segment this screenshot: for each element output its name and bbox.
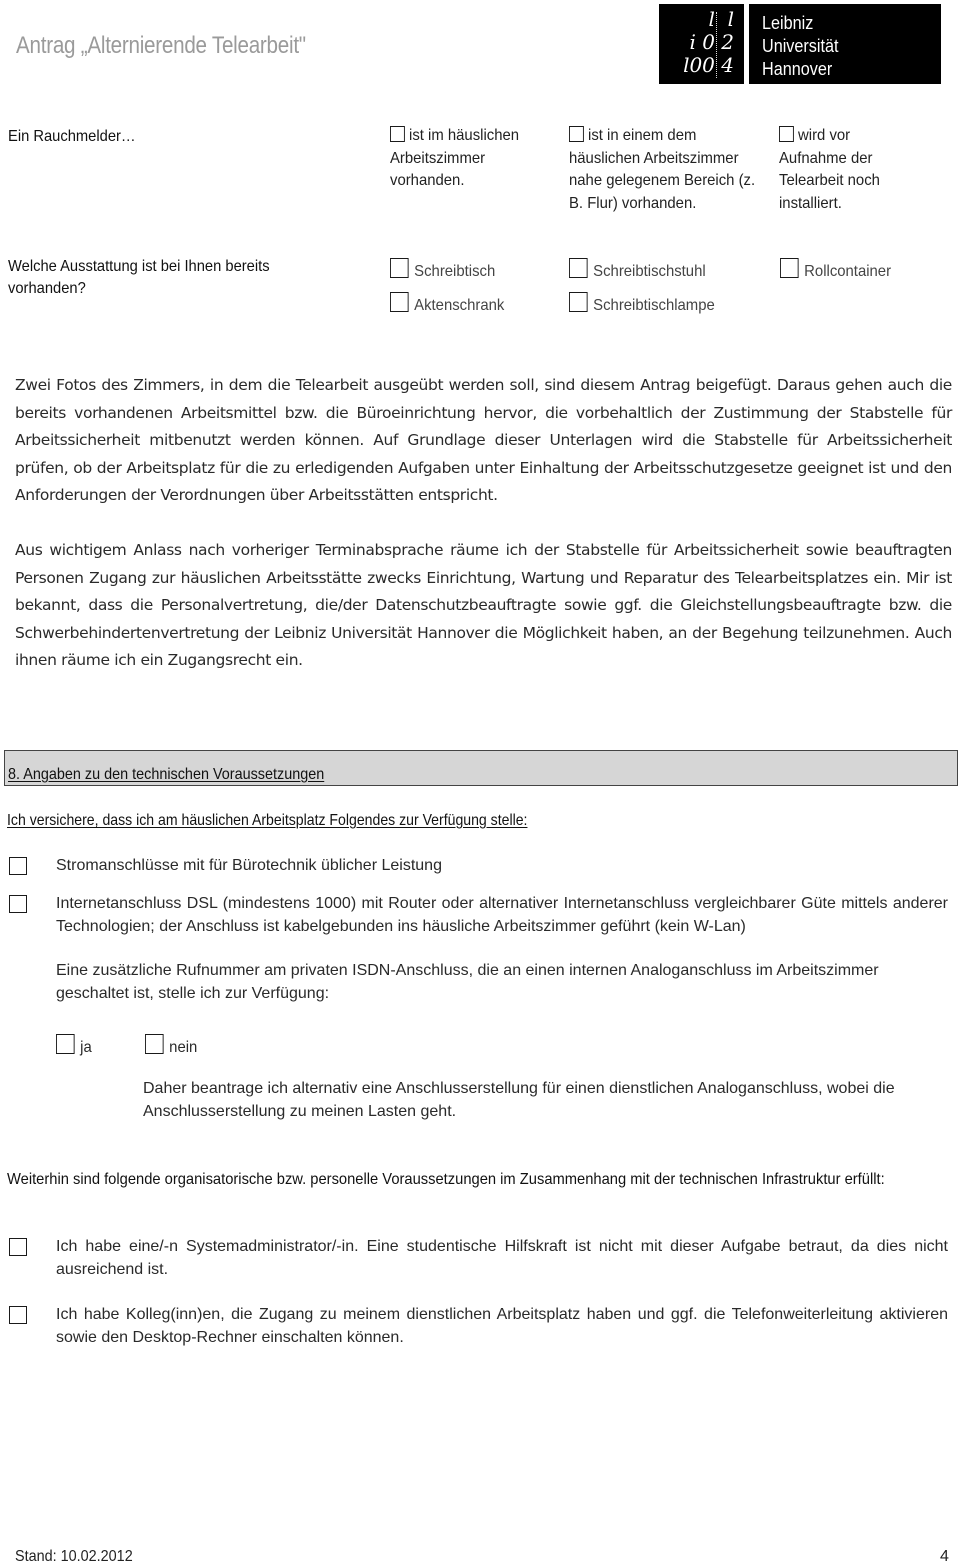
option-label: Aktenschrank (414, 297, 505, 314)
equipment-option-schreibtisch[interactable] (390, 258, 495, 282)
equipment-question: Welche Ausstattung ist bei Ihnen bereits vorhanden? (8, 258, 270, 297)
checkbox-sysadmin[interactable] (9, 1238, 27, 1256)
equipment-option-rollcontainer[interactable] (780, 258, 891, 282)
option-label: ist im häuslichen Arbeitszimmer vorhanden. (390, 127, 520, 189)
checkbox-internet-connection[interactable] (9, 895, 27, 913)
page-number: 4 (940, 1548, 949, 1565)
footer-stand-date: Stand: 10.02.2012 (15, 1548, 133, 1565)
logo-line: Hannover (762, 59, 833, 79)
isdn-option-nein[interactable] (145, 1034, 197, 1058)
checkbox[interactable] (145, 1034, 164, 1054)
option-label: Schreibtisch (414, 263, 496, 280)
item-sysadmin: Ich habe eine/-n Systemadministrator/-in. Eine studentische Hilfskraft ist nicht mit dieser Aufgabe betraut, da dies nicht ausreichend ist. (56, 1238, 948, 1278)
document-title: Antrag „Alternierende Telearbeit" (16, 32, 306, 59)
smoke-option-nearby-area[interactable] (569, 125, 762, 215)
logo-mark-glyphs (659, 8, 744, 77)
checkbox[interactable] (780, 258, 799, 278)
photos-paragraph: Zwei Fotos des Zimmers, in dem die Telearbeit ausgeübt werden soll, sind diesem Antrag beigefügt. Daraus gehen auch die bereits vorhandenen Arbeitsmittel bzw. die Büroeinrichtung hervor, die vorbehaltlich der Zustimmung der Stabstelle für Arbeitssicherheit mitbenutzt werden können. Auf Grundlage dieser Unterlagen wird die Stabstelle für Arbeitssicherheit prüfen, ob der Arbeitsplatz für die zu erledigenden Aufgaben unter Einhaltung der Arbeitsschutzgesetze geeignet ist und den Anforderungen der Verordnungen über Arbeitsstätten entspricht. (15, 376, 952, 504)
option-label: nein (169, 1039, 198, 1056)
checkbox[interactable] (390, 258, 409, 278)
section-8-header (4, 750, 958, 786)
item-colleagues: Ich habe Kolleg(inn)en, die Zugang zu meinem dienstlichen Arbeitsplatz haben und ggf. die Telefonweiterleitung aktivieren sowie den Desktop-Rechner einschalten können. (56, 1306, 948, 1346)
isdn-option-ja[interactable] (56, 1034, 92, 1058)
option-label: Schreibtischstuhl (593, 263, 706, 280)
item-power-outlets: Stromanschlüsse mit für Bürotechnik üblicher Leistung (56, 857, 442, 874)
university-logo-mark (659, 4, 744, 84)
organizational-lead: Weiterhin sind folgende organisatorische bzw. personelle Voraussetzungen im Zusammenhang mit der technischen Infrastruktur erfüllt: (7, 1171, 885, 1188)
checkbox[interactable] (569, 292, 588, 312)
university-logo-text (749, 4, 941, 84)
logo-mark-line: i 0 2 (689, 30, 734, 54)
isdn-text: Eine zusätzliche Rufnummer am privaten ISDN-Anschluss, die an einen internen Analoganschluss im Arbeitszimmer geschaltet ist, stelle ich zur Verfügung: (56, 962, 879, 1002)
logo-line: Leibniz (762, 13, 814, 33)
logo-mark-line: l l (708, 7, 734, 31)
option-label: ist in einem dem häuslichen Arbeitszimmer nahe gelegenem Bereich (z. B. Flur) vorhanden. (569, 127, 756, 212)
item-internet-connection: Internetanschluss DSL (mindestens 1000) mit Router oder alternativer Internetanschluss vergleichbarer Güte mittels anderer Technologien; der Anschluss ist kabelgebunden ins häusliche Arbeitszimmer geführt (kein W-Lan) (56, 895, 948, 935)
option-label: wird vor Aufnahme der Telearbeit noch installiert. (779, 127, 880, 212)
section-8-title: 8. Angaben zu den technischen Voraussetzungen (8, 766, 325, 783)
option-label: Rollcontainer (804, 263, 892, 280)
checkbox[interactable] (390, 126, 405, 142)
checkbox[interactable] (569, 258, 588, 278)
checkbox-colleagues[interactable] (9, 1306, 27, 1324)
logo-mark-line: l00 4 (683, 53, 734, 77)
alternative-request-text: Daher beantrage ich alternativ eine Anschlusserstellung für einen dienstlichen Analoganschluss, wobei die Anschlusserstellung zu meinen Lasten geht. (143, 1080, 895, 1120)
section-8-lead: Ich versichere, dass ich am häuslichen Arbeitsplatz Folgendes zur Verfügung stelle: (7, 812, 528, 829)
checkbox-power-outlets[interactable] (9, 857, 27, 875)
option-label: Schreibtischlampe (593, 297, 715, 314)
checkbox[interactable] (779, 126, 794, 142)
checkbox[interactable] (390, 292, 409, 312)
smoke-detector-question: Ein Rauchmelder… (8, 128, 136, 145)
equipment-option-schreibtischlampe[interactable] (569, 292, 715, 316)
equipment-option-schreibtischstuhl[interactable] (569, 258, 706, 282)
smoke-option-home-office[interactable] (390, 125, 543, 193)
checkbox[interactable] (56, 1034, 75, 1054)
option-label: ja (80, 1039, 92, 1056)
smoke-option-will-install[interactable] (779, 125, 900, 215)
logo-dotted-divider (716, 12, 717, 78)
logo-line: Universität (762, 36, 839, 56)
checkbox[interactable] (569, 126, 584, 142)
equipment-option-aktenschrank[interactable] (390, 292, 504, 316)
access-paragraph: Aus wichtigem Anlass nach vorheriger Terminabsprache räume ich der Stabstelle für Arbeitssicherheit sowie beauftragten Personen Zugang zur häuslichen Arbeitsstätte zwecks Einrichtung, Wartung und Reparatur des Telearbeitsplatzes ein. Mir ist bekannt, dass die Personalvertretung, die/der Datenschutzbeauftragte sowie ggf. die Gleichstellungsbeauftragte bzw. die Schwerbehindertenvertretung der Leibniz Universität Hannover die Möglichkeit haben, an der Begehung teilzunehmen. Auch ihnen räume ich ein Zugangsrecht ein. (15, 541, 952, 669)
